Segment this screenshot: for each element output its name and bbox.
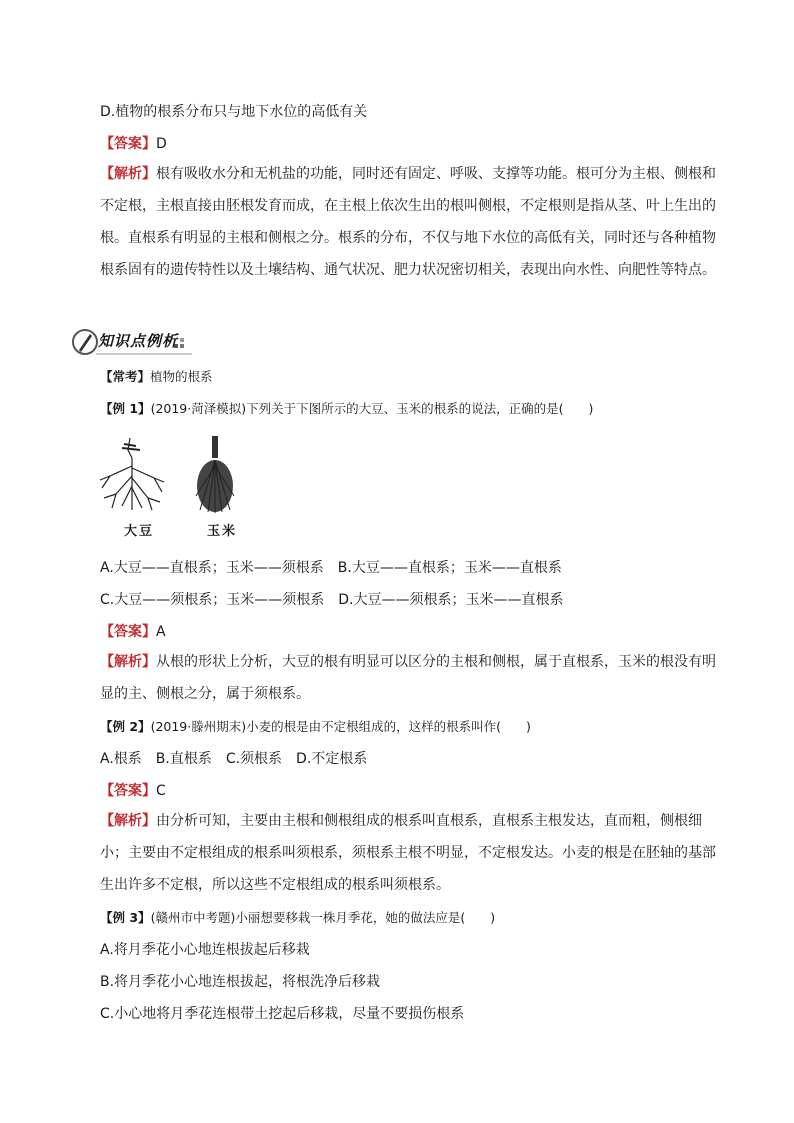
example-3-option-a: A.将月季花小心地连根拔起后移栽 <box>100 942 310 958</box>
figure-label-corn: 玉米 <box>207 524 238 539</box>
example-3-label: 【例 3】 <box>100 910 151 925</box>
answer-label: 【答案】 <box>100 136 156 152</box>
answer-value: A <box>156 624 166 640</box>
example-3-text: (赣州市中考题)小丽想要移栽一株月季花，她的做法应是( ) <box>150 910 496 925</box>
example-2-text: (2019·滕州期末)小麦的根是由不定根组成的，这样的根系叫作( ) <box>150 719 531 734</box>
example-2-question <box>100 717 698 737</box>
answer-label: 【答案】 <box>100 624 156 640</box>
example-2-explanation <box>100 805 722 901</box>
explanation-label: 【解析】 <box>100 654 156 670</box>
explanation-text: 从根的形状上分析，大豆的根有明显可以区分的主根和侧根，属于直根系，玉米的根没有明显的主、侧根之分，属于须根系。 <box>100 654 716 702</box>
example-1-label: 【例 1】 <box>100 401 151 416</box>
explanation-text: 根有吸收水分和无机盐的功能，同时还有固定、呼吸、支撑等功能。根可分为主根、侧根和不定根，主根直接由胚根发育而成，在主根上依次生出的根叫侧根，不定根则是指从茎、叶上生出的根。直根系有明显的主根和侧根之分。根系的分布，不仅与地下水位的高低有关，同时还与各种植物根系固有的遗传特性以及土壤结构、通气状况、肥力状况密切相关，表现出向水性、向肥性等特点。 <box>100 166 716 278</box>
example-1-text: (2019·菏泽模拟)下列关于下图所示的大豆、玉米的根系的说法，正确的是( ) <box>150 401 594 416</box>
example-2-label: 【例 2】 <box>100 719 151 734</box>
corn-root-image <box>196 436 234 513</box>
topic-line <box>100 367 698 387</box>
answer-label: 【答案】 <box>100 783 156 799</box>
example-3-option-c: C.小心地将月季花连根带土挖起后移栽，尽量不要损伤根系 <box>100 1006 465 1022</box>
answer-value: D <box>156 136 167 152</box>
topic-label: 【常考】 <box>100 369 151 384</box>
answer-value: C <box>156 783 166 799</box>
roots-figure <box>96 436 256 516</box>
section-banner <box>70 326 190 356</box>
example-1-question <box>100 399 698 419</box>
explanation-text: 由分析可知，主要由主根和侧根组成的根系叫直根系，直根系主根发达，直而粗，侧根细小；主要由不定根组成的根系叫须根系，须根系主根不明显，不定根发达。小麦的根是在胚轴的基部生出许多不定根，所以这些不定根组成的根系叫须根系。 <box>100 813 716 893</box>
figure-label-soybean: 大豆 <box>124 524 155 539</box>
example-1-explanation <box>100 646 722 710</box>
prev-explanation <box>100 158 722 286</box>
example-1-answer <box>100 622 698 642</box>
explanation-label: 【解析】 <box>100 166 156 182</box>
prev-answer <box>100 134 698 154</box>
example-2-answer <box>100 781 698 801</box>
topic-text: 植物的根系 <box>150 369 213 384</box>
example-1-options-row1: A.大豆——直根系；玉米——须根系 B.大豆——直根系；玉米——直根系 <box>100 560 562 576</box>
banner-title: 知识点例析 <box>98 332 179 350</box>
explanation-label: 【解析】 <box>100 813 156 829</box>
option-d-prev: D.植物的根系分布只与地下水位的高低有关 <box>100 104 368 120</box>
example-3-option-b: B.将月季花小心地连根拔起，将根洗净后移栽 <box>100 974 381 990</box>
soybean-root-image <box>100 438 164 510</box>
example-2-options: A.根系 B.直根系 C.须根系 D.不定根系 <box>100 751 368 767</box>
example-1-options-row2: C.大豆——须根系；玉米——须根系 D.大豆——须根系；玉米——直根系 <box>100 592 564 608</box>
example-3-question <box>100 908 698 928</box>
